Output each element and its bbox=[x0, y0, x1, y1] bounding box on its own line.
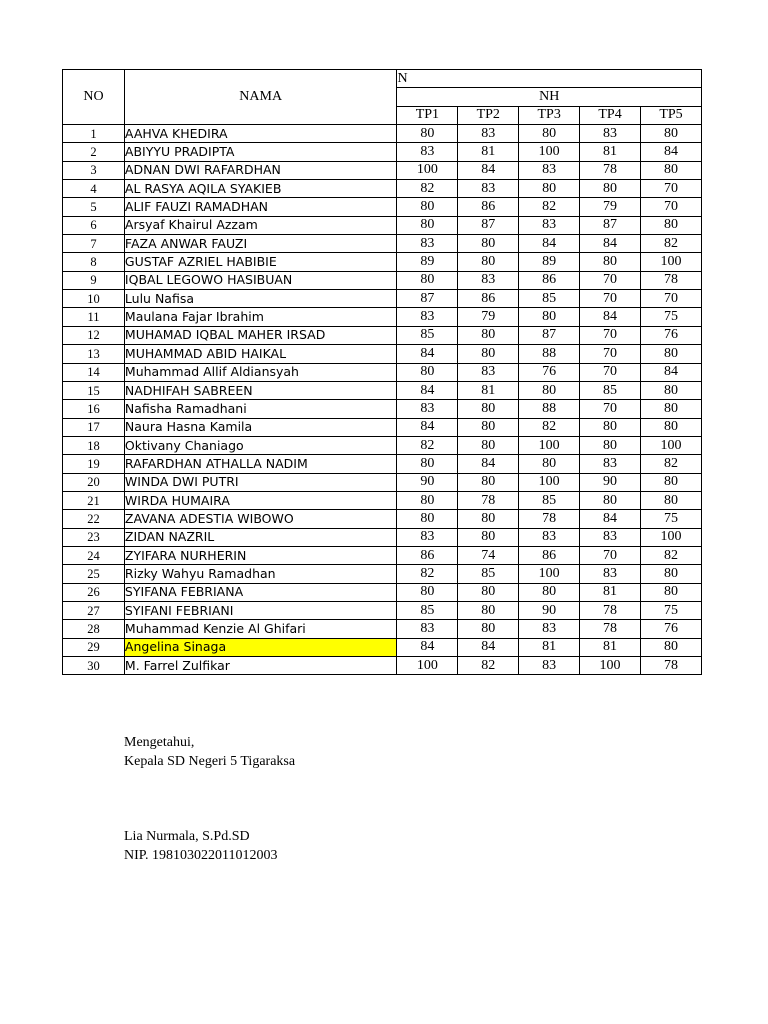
row-score-tp3: 83 bbox=[519, 161, 580, 179]
row-score-tp5: 100 bbox=[641, 528, 702, 546]
header-tp1: TP1 bbox=[397, 106, 458, 124]
row-score-tp4: 70 bbox=[580, 271, 641, 289]
row-score-tp3: 81 bbox=[519, 638, 580, 656]
row-score-tp3: 83 bbox=[519, 657, 580, 675]
row-score-tp2: 80 bbox=[458, 345, 519, 363]
row-score-tp1: 83 bbox=[397, 235, 458, 253]
row-nama: ZYIFARA NURHERIN bbox=[124, 546, 397, 564]
header-tp2: TP2 bbox=[458, 106, 519, 124]
row-no: 11 bbox=[63, 308, 125, 326]
row-score-tp4: 70 bbox=[580, 546, 641, 564]
row-score-tp1: 80 bbox=[397, 271, 458, 289]
row-nama: Oktivany Chaniago bbox=[124, 436, 397, 454]
row-no: 5 bbox=[63, 198, 125, 216]
row-score-tp5: 100 bbox=[641, 253, 702, 271]
table-row bbox=[63, 455, 702, 473]
row-nama: Muhammad Allif Aldiansyah bbox=[124, 363, 397, 381]
row-score-tp3: 80 bbox=[519, 180, 580, 198]
row-score-tp5: 75 bbox=[641, 510, 702, 528]
row-score-tp5: 75 bbox=[641, 601, 702, 619]
row-score-tp2: 80 bbox=[458, 510, 519, 528]
row-nama: Naura Hasna Kamila bbox=[124, 418, 397, 436]
row-score-tp1: 80 bbox=[397, 583, 458, 601]
row-score-tp5: 80 bbox=[641, 381, 702, 399]
footer-jabatan: Kepala SD Negeri 5 Tigaraksa bbox=[124, 754, 296, 769]
table-row bbox=[63, 125, 702, 143]
row-nama: SYIFANI FEBRIANI bbox=[124, 601, 397, 619]
row-score-tp3: 80 bbox=[519, 381, 580, 399]
row-score-tp4: 83 bbox=[580, 125, 641, 143]
row-score-tp4: 90 bbox=[580, 473, 641, 491]
row-no: 6 bbox=[63, 216, 125, 234]
row-score-tp4: 83 bbox=[580, 455, 641, 473]
table-row bbox=[63, 290, 702, 308]
row-score-tp3: 83 bbox=[519, 216, 580, 234]
row-score-tp5: 76 bbox=[641, 326, 702, 344]
row-score-tp2: 80 bbox=[458, 583, 519, 601]
table-row bbox=[63, 143, 702, 161]
row-nama: IQBAL LEGOWO HASIBUAN bbox=[124, 271, 397, 289]
row-no: 26 bbox=[63, 583, 125, 601]
table-row bbox=[63, 161, 702, 179]
header-no: NO bbox=[63, 70, 125, 125]
row-score-tp4: 84 bbox=[580, 510, 641, 528]
row-no: 8 bbox=[63, 253, 125, 271]
row-score-tp2: 80 bbox=[458, 436, 519, 454]
row-nama: MUHAMMAD ABID HAIKAL bbox=[124, 345, 397, 363]
row-no: 16 bbox=[63, 400, 125, 418]
row-score-tp2: 84 bbox=[458, 161, 519, 179]
row-score-tp5: 80 bbox=[641, 565, 702, 583]
row-no: 23 bbox=[63, 528, 125, 546]
table-row bbox=[63, 345, 702, 363]
row-score-tp1: 87 bbox=[397, 290, 458, 308]
row-score-tp4: 78 bbox=[580, 601, 641, 619]
row-score-tp3: 86 bbox=[519, 546, 580, 564]
row-score-tp4: 84 bbox=[580, 308, 641, 326]
header-row-top bbox=[63, 70, 702, 88]
row-no: 7 bbox=[63, 235, 125, 253]
row-score-tp1: 80 bbox=[397, 198, 458, 216]
table-row bbox=[63, 528, 702, 546]
row-no: 21 bbox=[63, 491, 125, 509]
row-no: 18 bbox=[63, 436, 125, 454]
row-score-tp4: 87 bbox=[580, 216, 641, 234]
table-row bbox=[63, 657, 702, 675]
table-row bbox=[63, 216, 702, 234]
row-score-tp1: 90 bbox=[397, 473, 458, 491]
row-score-tp4: 100 bbox=[580, 657, 641, 675]
row-score-tp4: 81 bbox=[580, 638, 641, 656]
row-score-tp3: 80 bbox=[519, 308, 580, 326]
row-score-tp4: 83 bbox=[580, 565, 641, 583]
row-score-tp5: 82 bbox=[641, 235, 702, 253]
row-score-tp1: 82 bbox=[397, 565, 458, 583]
row-score-tp3: 100 bbox=[519, 473, 580, 491]
row-no: 27 bbox=[63, 601, 125, 619]
row-nama: ABIYYU PRADIPTA bbox=[124, 143, 397, 161]
row-no: 12 bbox=[63, 326, 125, 344]
table-row bbox=[63, 418, 702, 436]
row-score-tp2: 83 bbox=[458, 363, 519, 381]
header-group-top: N bbox=[397, 70, 702, 88]
row-score-tp1: 83 bbox=[397, 400, 458, 418]
row-nama: RAFARDHAN ATHALLA NADIM bbox=[124, 455, 397, 473]
row-score-tp2: 87 bbox=[458, 216, 519, 234]
row-no: 19 bbox=[63, 455, 125, 473]
row-score-tp3: 85 bbox=[519, 290, 580, 308]
row-score-tp2: 86 bbox=[458, 198, 519, 216]
row-nama: ALIF FAUZI RAMADHAN bbox=[124, 198, 397, 216]
row-score-tp2: 80 bbox=[458, 253, 519, 271]
row-score-tp2: 80 bbox=[458, 528, 519, 546]
row-score-tp5: 84 bbox=[641, 143, 702, 161]
row-score-tp3: 84 bbox=[519, 235, 580, 253]
row-score-tp4: 80 bbox=[580, 436, 641, 454]
table-row bbox=[63, 308, 702, 326]
table-row bbox=[63, 235, 702, 253]
row-score-tp2: 83 bbox=[458, 125, 519, 143]
row-no: 10 bbox=[63, 290, 125, 308]
row-score-tp1: 100 bbox=[397, 657, 458, 675]
row-nama: WIRDA HUMAIRA bbox=[124, 491, 397, 509]
grades-table bbox=[62, 69, 702, 675]
row-nama: SYIFANA FEBRIANA bbox=[124, 583, 397, 601]
row-no: 9 bbox=[63, 271, 125, 289]
row-score-tp1: 80 bbox=[397, 510, 458, 528]
row-score-tp5: 75 bbox=[641, 308, 702, 326]
row-score-tp4: 78 bbox=[580, 620, 641, 638]
table-row bbox=[63, 381, 702, 399]
row-score-tp4: 81 bbox=[580, 143, 641, 161]
header-tp4: TP4 bbox=[580, 106, 641, 124]
row-score-tp2: 74 bbox=[458, 546, 519, 564]
row-score-tp4: 84 bbox=[580, 235, 641, 253]
table-row bbox=[63, 400, 702, 418]
table-row bbox=[63, 583, 702, 601]
grades-body bbox=[63, 125, 702, 675]
table-row bbox=[63, 253, 702, 271]
row-nama: WINDA DWI PUTRI bbox=[124, 473, 397, 491]
row-score-tp1: 84 bbox=[397, 345, 458, 363]
row-score-tp5: 80 bbox=[641, 400, 702, 418]
row-score-tp5: 70 bbox=[641, 198, 702, 216]
row-score-tp1: 85 bbox=[397, 601, 458, 619]
row-nama: Arsyaf Khairul Azzam bbox=[124, 216, 397, 234]
row-score-tp2: 78 bbox=[458, 491, 519, 509]
table-row bbox=[63, 510, 702, 528]
row-score-tp5: 82 bbox=[641, 546, 702, 564]
row-score-tp5: 70 bbox=[641, 290, 702, 308]
table-row bbox=[63, 638, 702, 656]
row-score-tp1: 84 bbox=[397, 638, 458, 656]
row-nama: FAZA ANWAR FAUZI bbox=[124, 235, 397, 253]
row-score-tp2: 80 bbox=[458, 400, 519, 418]
row-nama: GUSTAF AZRIEL HABIBIE bbox=[124, 253, 397, 271]
row-score-tp2: 84 bbox=[458, 455, 519, 473]
row-score-tp1: 80 bbox=[397, 216, 458, 234]
row-score-tp5: 78 bbox=[641, 657, 702, 675]
row-score-tp1: 83 bbox=[397, 528, 458, 546]
row-score-tp4: 83 bbox=[580, 528, 641, 546]
row-score-tp4: 70 bbox=[580, 363, 641, 381]
row-score-tp1: 84 bbox=[397, 381, 458, 399]
row-nama: AAHVA KHEDIRA bbox=[124, 125, 397, 143]
row-score-tp3: 88 bbox=[519, 345, 580, 363]
row-score-tp2: 80 bbox=[458, 620, 519, 638]
row-nama: Angelina Sinaga bbox=[124, 638, 397, 656]
row-score-tp2: 82 bbox=[458, 657, 519, 675]
row-score-tp3: 89 bbox=[519, 253, 580, 271]
row-score-tp2: 80 bbox=[458, 326, 519, 344]
footer-nip: NIP. 198103022011012003 bbox=[124, 848, 278, 863]
table-row bbox=[63, 180, 702, 198]
row-score-tp2: 80 bbox=[458, 473, 519, 491]
row-no: 30 bbox=[63, 657, 125, 675]
row-score-tp2: 84 bbox=[458, 638, 519, 656]
row-no: 13 bbox=[63, 345, 125, 363]
row-score-tp2: 83 bbox=[458, 180, 519, 198]
row-score-tp3: 78 bbox=[519, 510, 580, 528]
row-score-tp3: 85 bbox=[519, 491, 580, 509]
row-score-tp3: 80 bbox=[519, 583, 580, 601]
row-score-tp1: 80 bbox=[397, 363, 458, 381]
row-nama: Nafisha Ramadhani bbox=[124, 400, 397, 418]
row-score-tp1: 83 bbox=[397, 308, 458, 326]
row-score-tp5: 80 bbox=[641, 638, 702, 656]
row-score-tp3: 82 bbox=[519, 418, 580, 436]
row-score-tp4: 70 bbox=[580, 290, 641, 308]
row-nama: NADHIFAH SABREEN bbox=[124, 381, 397, 399]
row-no: 2 bbox=[63, 143, 125, 161]
header-tp3: TP3 bbox=[519, 106, 580, 124]
row-score-tp2: 79 bbox=[458, 308, 519, 326]
row-no: 14 bbox=[63, 363, 125, 381]
row-score-tp5: 78 bbox=[641, 271, 702, 289]
grade-sheet bbox=[62, 69, 768, 679]
table-row bbox=[63, 473, 702, 491]
row-score-tp5: 80 bbox=[641, 216, 702, 234]
table-row bbox=[63, 271, 702, 289]
table-row bbox=[63, 546, 702, 564]
row-score-tp5: 80 bbox=[641, 583, 702, 601]
signature-block bbox=[124, 733, 295, 865]
table-row bbox=[63, 198, 702, 216]
row-score-tp2: 81 bbox=[458, 381, 519, 399]
row-score-tp2: 85 bbox=[458, 565, 519, 583]
row-nama: ADNAN DWI RAFARDHAN bbox=[124, 161, 397, 179]
row-score-tp5: 80 bbox=[641, 125, 702, 143]
row-score-tp1: 82 bbox=[397, 180, 458, 198]
row-score-tp3: 80 bbox=[519, 125, 580, 143]
row-score-tp1: 89 bbox=[397, 253, 458, 271]
row-score-tp3: 82 bbox=[519, 198, 580, 216]
row-no: 24 bbox=[63, 546, 125, 564]
table-row bbox=[63, 326, 702, 344]
table-row bbox=[63, 565, 702, 583]
row-score-tp1: 83 bbox=[397, 143, 458, 161]
row-score-tp3: 87 bbox=[519, 326, 580, 344]
row-score-tp5: 80 bbox=[641, 345, 702, 363]
row-score-tp2: 86 bbox=[458, 290, 519, 308]
row-score-tp4: 78 bbox=[580, 161, 641, 179]
row-nama: Muhammad Kenzie Al Ghifari bbox=[124, 620, 397, 638]
row-score-tp2: 80 bbox=[458, 235, 519, 253]
row-score-tp1: 85 bbox=[397, 326, 458, 344]
table-row bbox=[63, 491, 702, 509]
row-score-tp1: 82 bbox=[397, 436, 458, 454]
row-score-tp2: 80 bbox=[458, 601, 519, 619]
row-score-tp1: 86 bbox=[397, 546, 458, 564]
row-score-tp5: 80 bbox=[641, 161, 702, 179]
row-score-tp4: 79 bbox=[580, 198, 641, 216]
row-score-tp5: 80 bbox=[641, 473, 702, 491]
header-nama: NAMA bbox=[124, 70, 397, 125]
row-score-tp3: 80 bbox=[519, 455, 580, 473]
row-score-tp4: 80 bbox=[580, 253, 641, 271]
row-no: 1 bbox=[63, 125, 125, 143]
row-nama: Maulana Fajar Ibrahim bbox=[124, 308, 397, 326]
table-row bbox=[63, 620, 702, 638]
row-score-tp1: 80 bbox=[397, 455, 458, 473]
row-score-tp4: 80 bbox=[580, 418, 641, 436]
row-score-tp3: 83 bbox=[519, 620, 580, 638]
header-tp5: TP5 bbox=[641, 106, 702, 124]
row-nama: Rizky Wahyu Ramadhan bbox=[124, 565, 397, 583]
signature-space bbox=[124, 771, 295, 827]
footer-mengetahui: Mengetahui, bbox=[124, 735, 195, 750]
row-score-tp5: 84 bbox=[641, 363, 702, 381]
row-score-tp3: 83 bbox=[519, 528, 580, 546]
row-score-tp4: 70 bbox=[580, 400, 641, 418]
row-score-tp5: 80 bbox=[641, 418, 702, 436]
header-nh: NH bbox=[397, 88, 702, 106]
row-no: 4 bbox=[63, 180, 125, 198]
row-score-tp3: 86 bbox=[519, 271, 580, 289]
row-score-tp1: 84 bbox=[397, 418, 458, 436]
row-score-tp4: 70 bbox=[580, 326, 641, 344]
row-score-tp3: 76 bbox=[519, 363, 580, 381]
row-score-tp2: 80 bbox=[458, 418, 519, 436]
row-no: 28 bbox=[63, 620, 125, 638]
row-no: 15 bbox=[63, 381, 125, 399]
row-score-tp1: 83 bbox=[397, 620, 458, 638]
row-score-tp4: 70 bbox=[580, 345, 641, 363]
row-nama: M. Farrel Zulfikar bbox=[124, 657, 397, 675]
row-score-tp3: 100 bbox=[519, 143, 580, 161]
row-no: 25 bbox=[63, 565, 125, 583]
row-score-tp4: 80 bbox=[580, 180, 641, 198]
row-score-tp5: 70 bbox=[641, 180, 702, 198]
table-row bbox=[63, 363, 702, 381]
row-score-tp3: 100 bbox=[519, 565, 580, 583]
row-no: 22 bbox=[63, 510, 125, 528]
row-score-tp4: 85 bbox=[580, 381, 641, 399]
row-score-tp4: 81 bbox=[580, 583, 641, 601]
row-score-tp1: 100 bbox=[397, 161, 458, 179]
row-score-tp1: 80 bbox=[397, 125, 458, 143]
table-row bbox=[63, 601, 702, 619]
row-no: 17 bbox=[63, 418, 125, 436]
row-nama: ZAVANA ADESTIA WIBOWO bbox=[124, 510, 397, 528]
table-row bbox=[63, 436, 702, 454]
row-score-tp5: 82 bbox=[641, 455, 702, 473]
row-score-tp3: 100 bbox=[519, 436, 580, 454]
row-score-tp3: 90 bbox=[519, 601, 580, 619]
row-score-tp2: 81 bbox=[458, 143, 519, 161]
row-nama: Lulu Nafisa bbox=[124, 290, 397, 308]
row-no: 29 bbox=[63, 638, 125, 656]
row-no: 20 bbox=[63, 473, 125, 491]
row-score-tp4: 80 bbox=[580, 491, 641, 509]
row-score-tp2: 83 bbox=[458, 271, 519, 289]
row-score-tp5: 80 bbox=[641, 491, 702, 509]
row-score-tp5: 100 bbox=[641, 436, 702, 454]
row-score-tp3: 88 bbox=[519, 400, 580, 418]
row-no: 3 bbox=[63, 161, 125, 179]
row-score-tp1: 80 bbox=[397, 491, 458, 509]
row-nama: MUHAMAD IQBAL MAHER IRSAD bbox=[124, 326, 397, 344]
row-score-tp5: 76 bbox=[641, 620, 702, 638]
row-nama: AL RASYA AQILA SYAKIEB bbox=[124, 180, 397, 198]
row-nama: ZIDAN NAZRIL bbox=[124, 528, 397, 546]
footer-nama: Lia Nurmala, S.Pd.SD bbox=[124, 829, 250, 844]
